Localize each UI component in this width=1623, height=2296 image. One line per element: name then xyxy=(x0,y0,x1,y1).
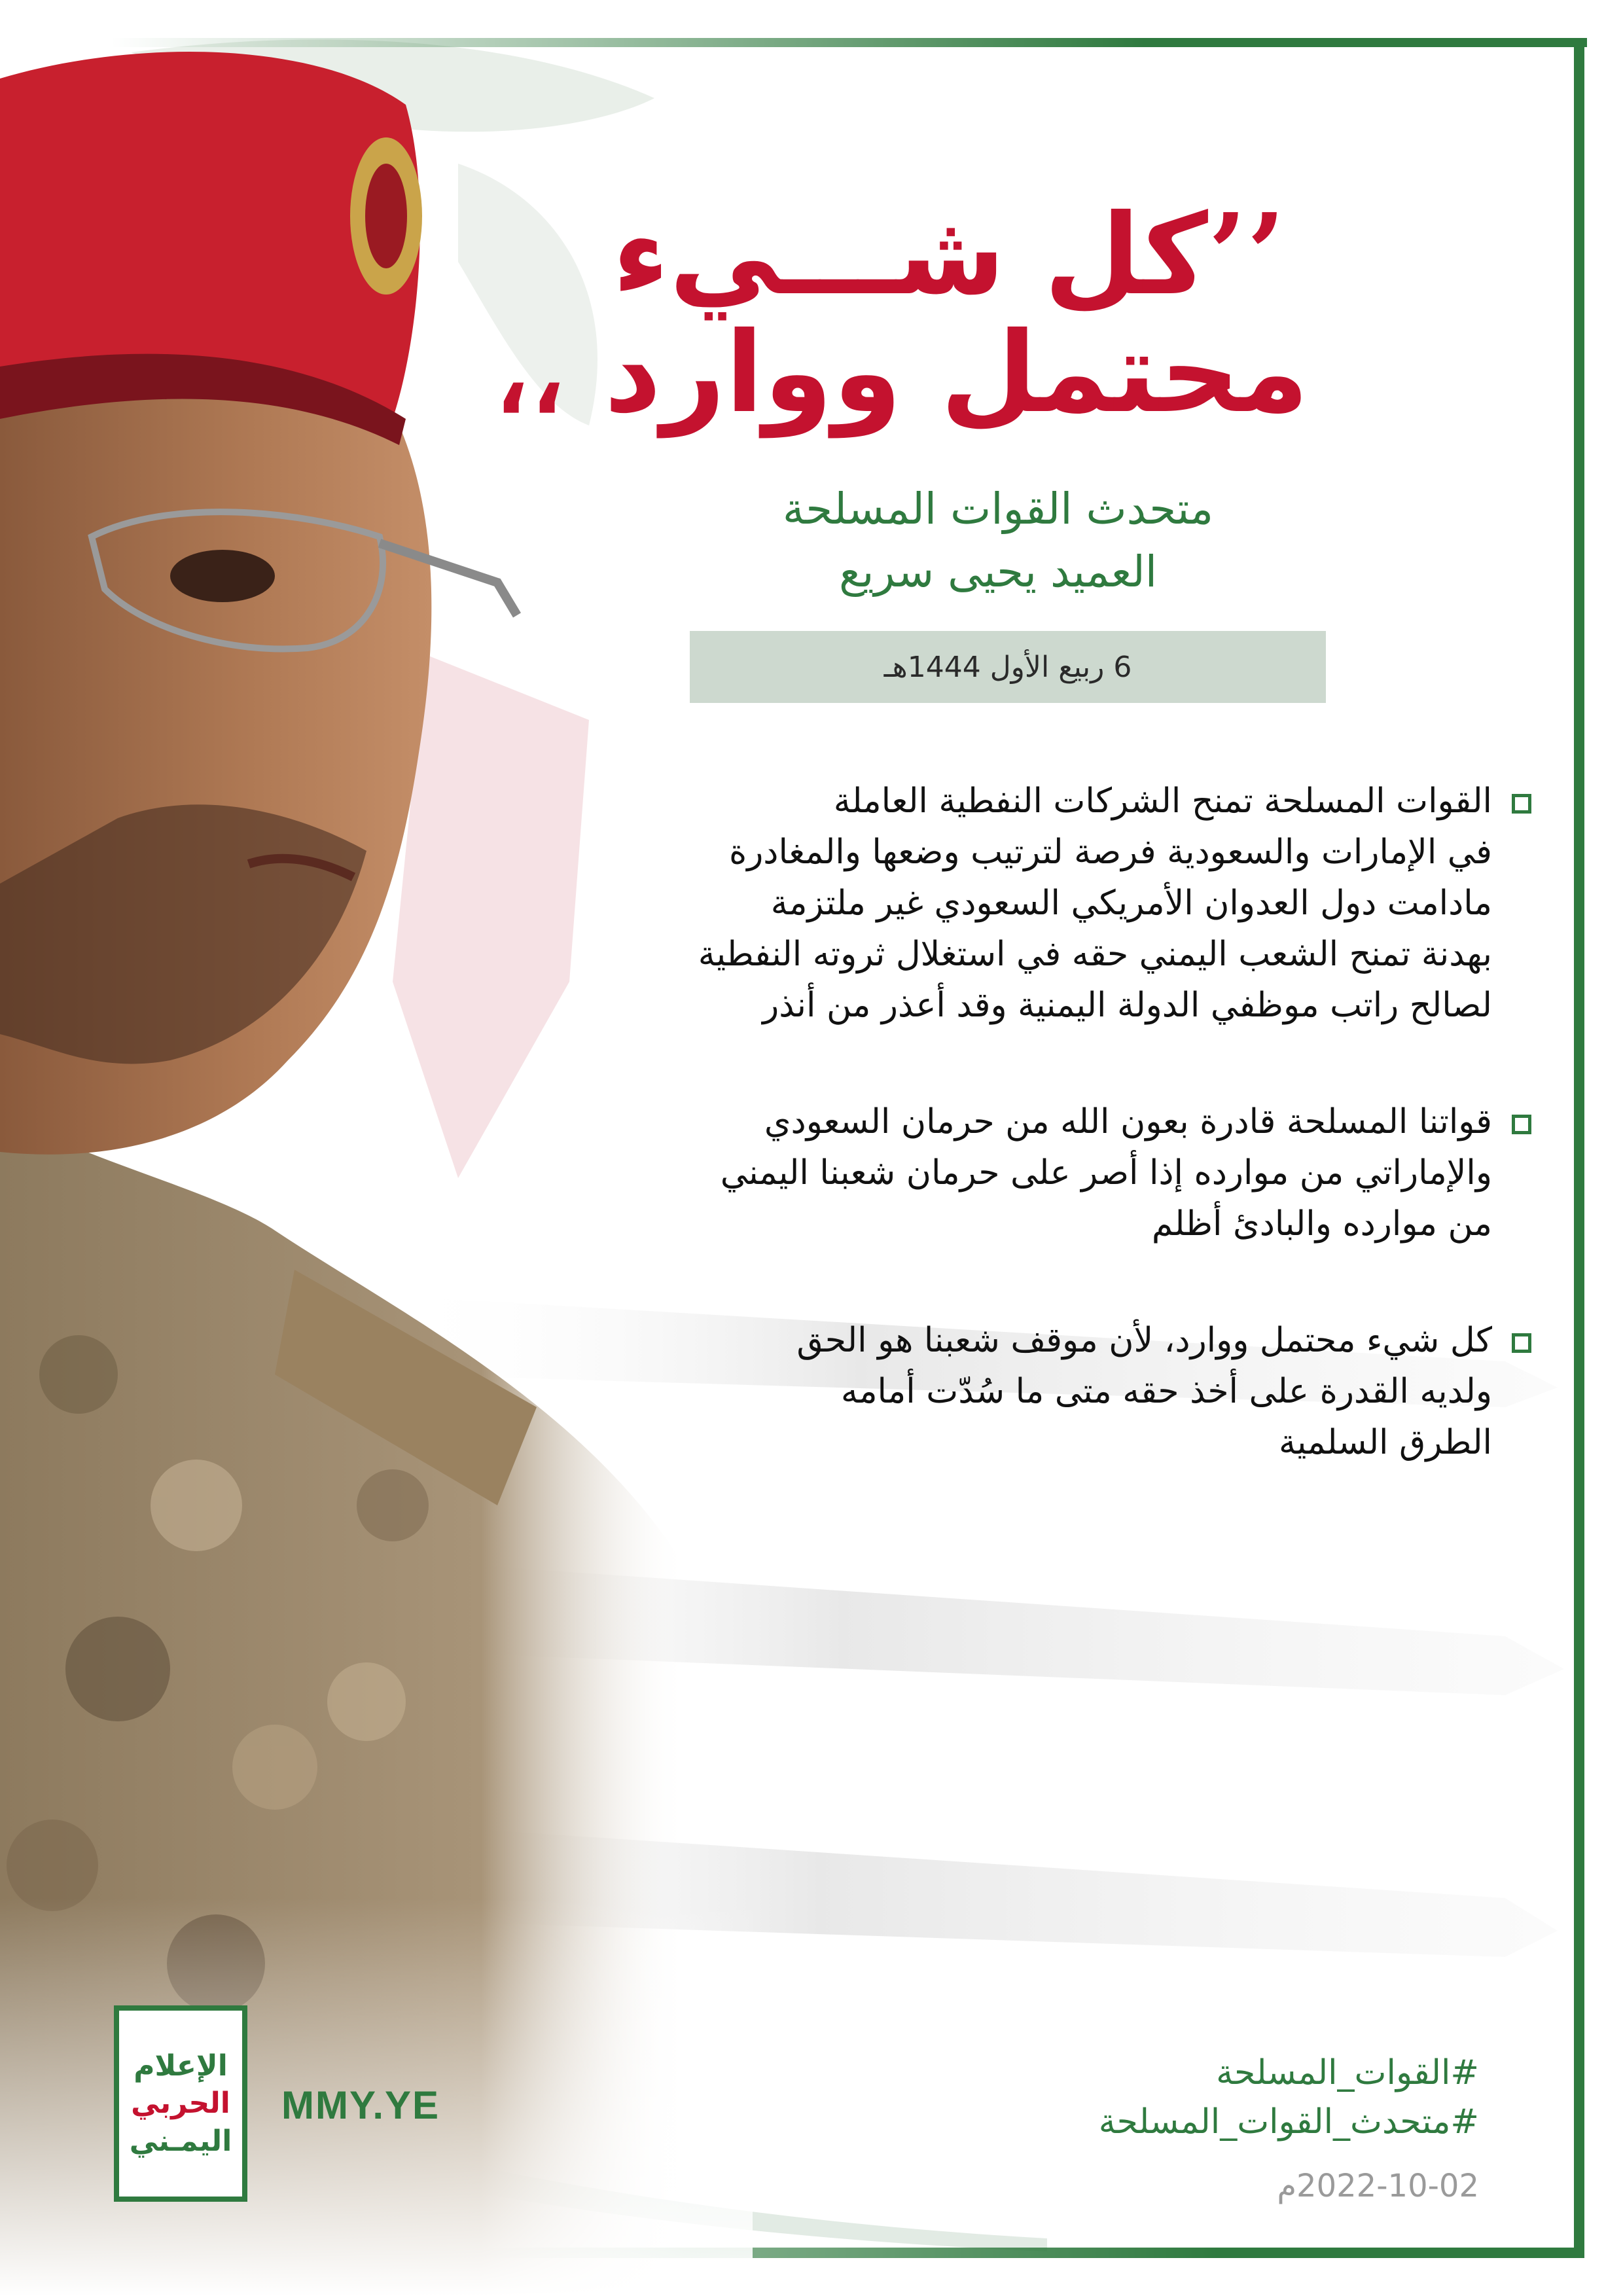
statement-text: قواتنا المسلحة قادرة بعون الله من حرمان السعودي والإماراتي من موارده إذا أصر على حرمان شعبنا اليمني من موارده والبادئ أظلم xyxy=(720,1102,1492,1244)
hashtag[interactable]: #متحدث_القوات_المسلحة xyxy=(1098,2102,1479,2142)
statement-points xyxy=(366,776,1492,1534)
hijri-date: 6 ربيع الأول 1444هـ xyxy=(883,650,1132,684)
closing-quote-mark: ،، xyxy=(493,306,566,438)
frame-right-border xyxy=(1574,38,1584,2258)
website-link[interactable]: MMY.YE xyxy=(281,2083,440,2127)
square-bullet-icon xyxy=(1512,794,1531,814)
headline-quote xyxy=(493,189,1309,438)
hijri-date-box xyxy=(690,631,1326,703)
military-media-logo: الإعلام الحربي اليمـني xyxy=(114,2005,247,2202)
opening-quote-mark: ’’ xyxy=(1207,189,1286,320)
speaker-name: العميد يحيى سريع xyxy=(838,546,1158,597)
hashtags xyxy=(1021,2049,1479,2147)
hashtag[interactable]: #القوات_المسلحة xyxy=(1216,2053,1479,2092)
statement-point xyxy=(366,1096,1492,1249)
square-bullet-icon xyxy=(1512,1333,1531,1353)
gregorian-date: 2022-10-02م xyxy=(1277,2168,1479,2204)
square-bullet-icon xyxy=(1512,1115,1531,1134)
headline-line-1: ’’كل شـــيء xyxy=(612,189,1286,320)
headline-line-2: محتمل ووارد ،، xyxy=(493,306,1309,438)
speaker-info xyxy=(687,478,1309,603)
speaker-role: متحدث القوات المسلحة xyxy=(782,484,1214,534)
statement-point xyxy=(366,1315,1492,1468)
statement-text: القوات المسلحة تمنح الشركات النفطية العاملة في الإمارات والسعودية فرصة لترتيب وضعها والمغادرة مادامت دول العدوان الأمريكي السعودي غير ملتزمة بهدنة تمنح الشعب اليمني حقه في استغلال ثروته النفطية لصالح راتب موظفي الدولة اليمنية وقد أعذر من أنذر xyxy=(698,781,1492,1025)
statement-point xyxy=(366,776,1492,1031)
statement-text: كل شيء محتمل ووارد، لأن موقف شعبنا هو الحق ولديه القدرة على أخذ حقه متى ما سُدّت أمامه الطرق السلمية xyxy=(796,1321,1492,1462)
